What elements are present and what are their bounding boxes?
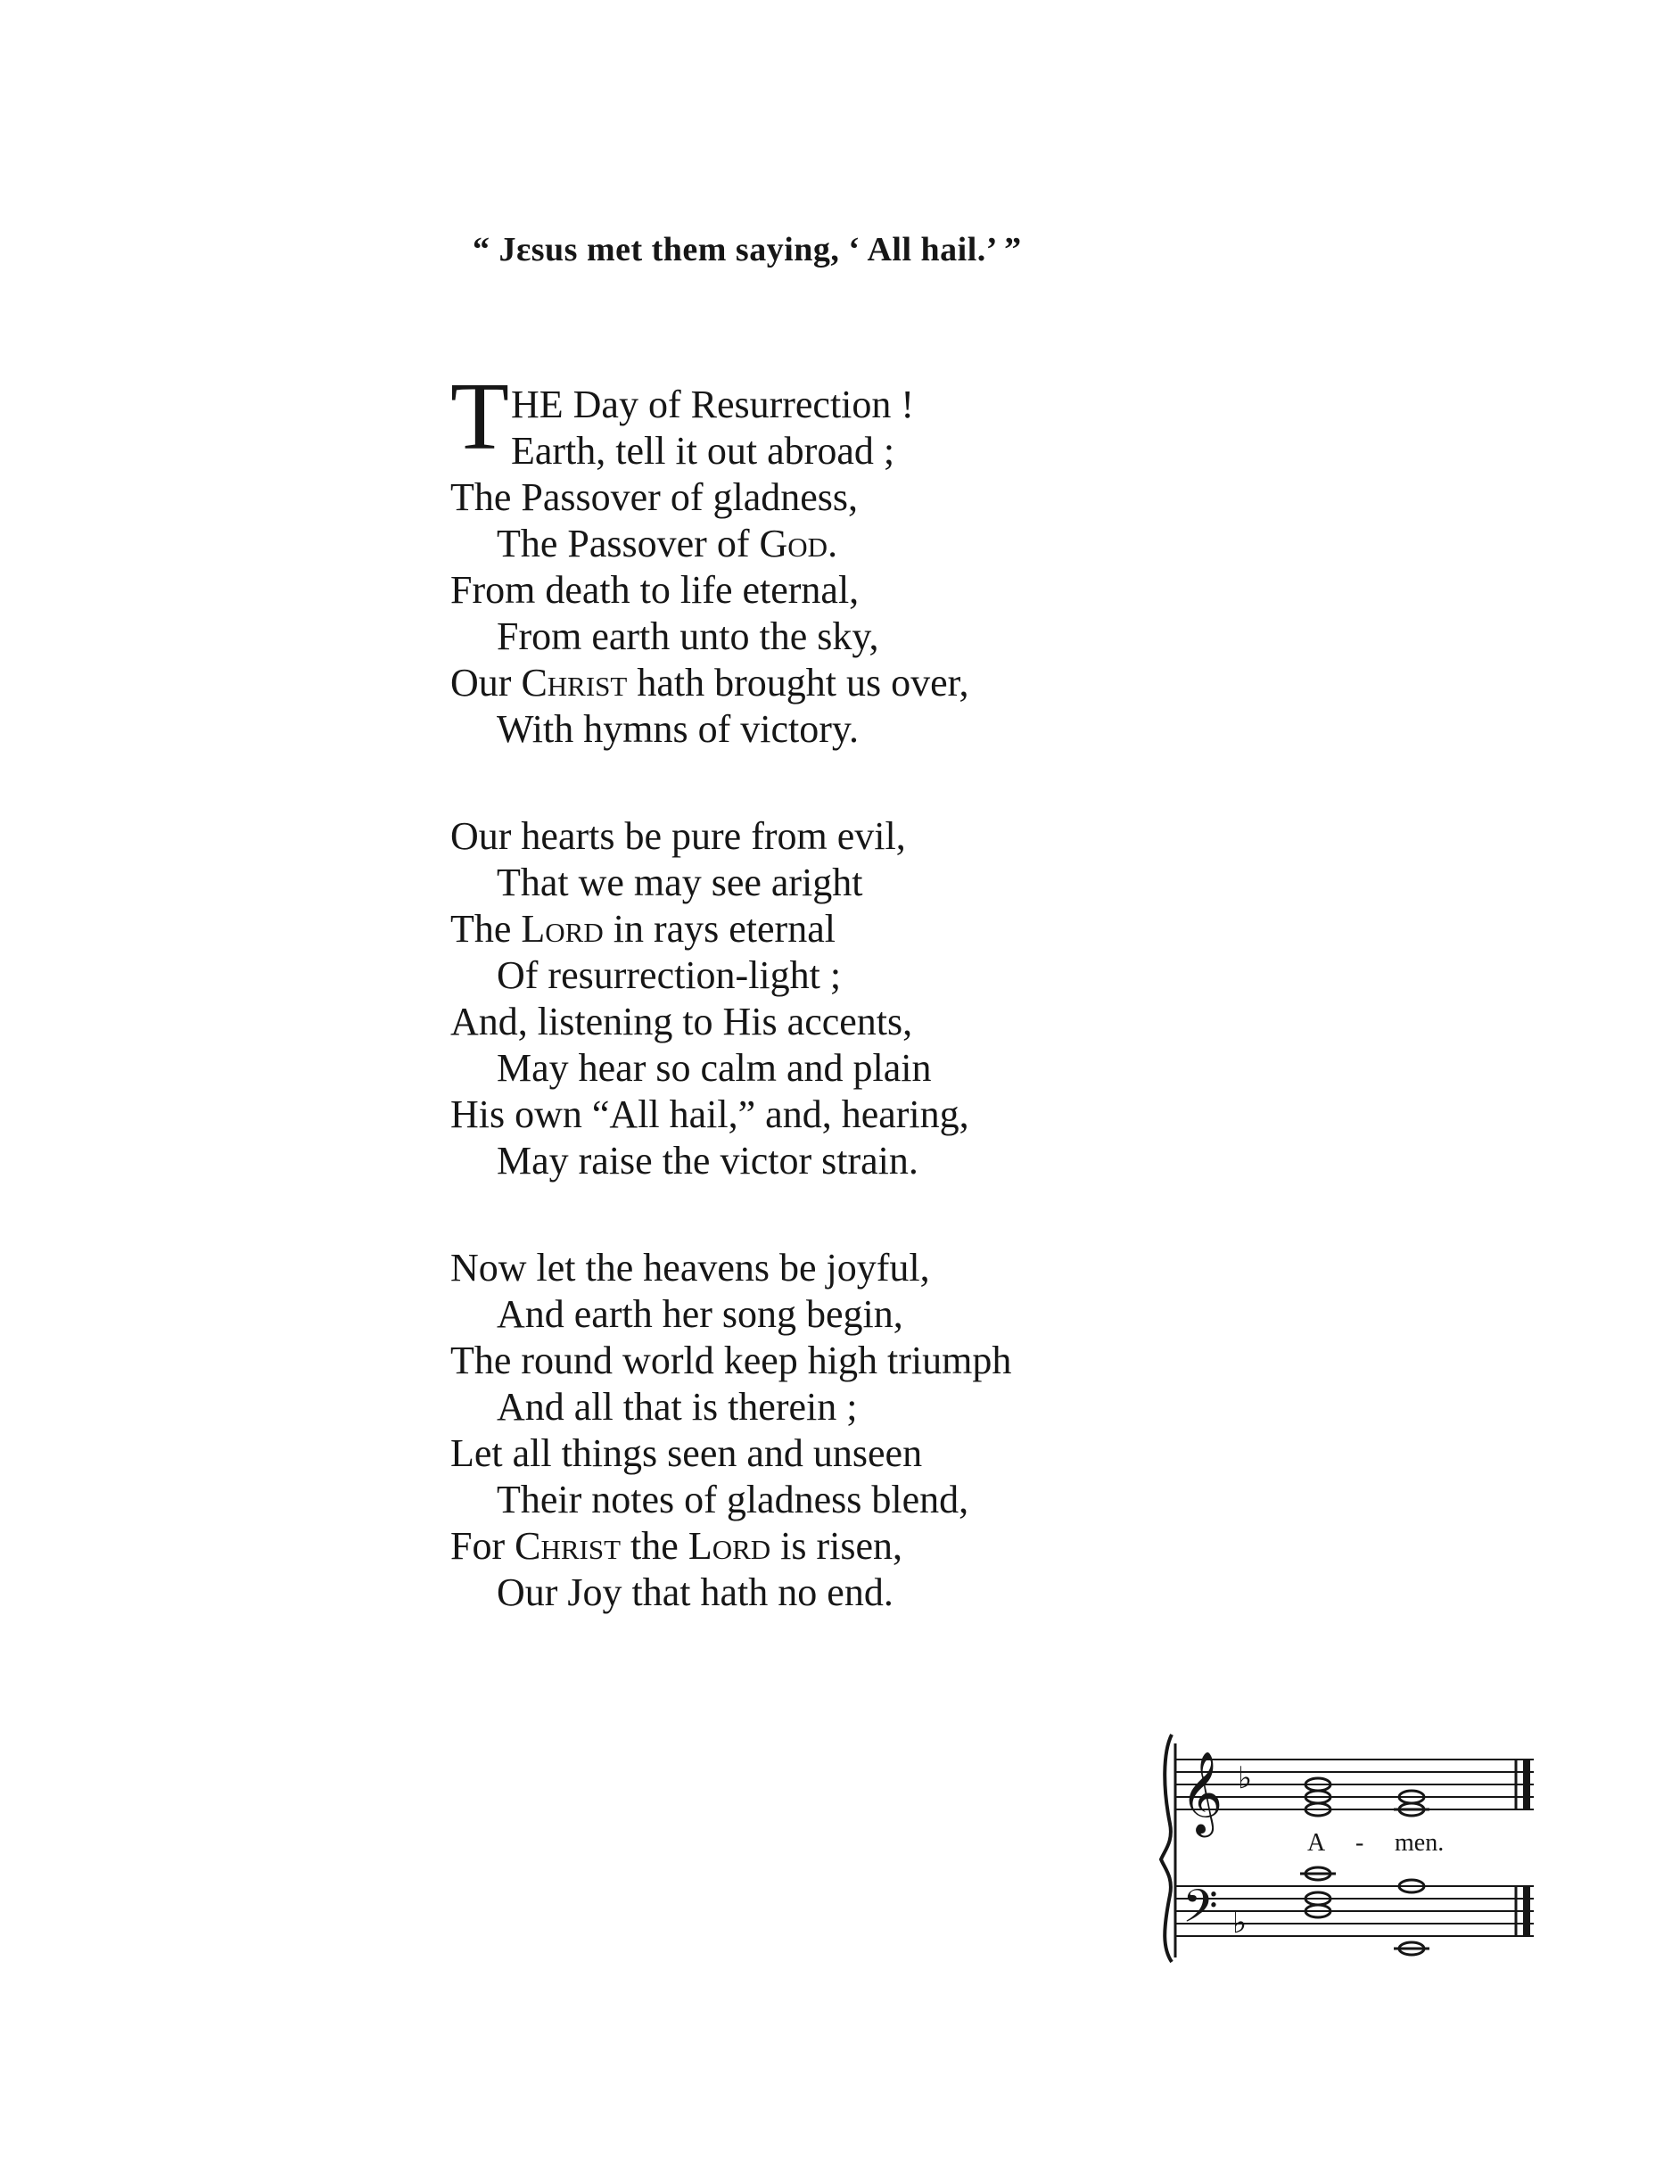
verse-line: And, listening to His accents, (450, 1000, 913, 1043)
drop-cap: T (450, 364, 509, 470)
verse-line: Now let the heavens be joyful, (450, 1246, 930, 1290)
small-caps-word: Christ (515, 1524, 622, 1568)
amen-score (1159, 1717, 1552, 1975)
verse-text: The (450, 907, 522, 951)
small-caps-word: God (759, 522, 828, 565)
stanza-3 (450, 1245, 1253, 1616)
amen-syllable: men. (1395, 1829, 1445, 1857)
epigraph: “ Jɛsus met them saying, ‘ All hail.’ ” (473, 231, 1022, 268)
small-caps-word: Lord (521, 907, 604, 951)
verse-line: Our hearts be pure from evil, (450, 814, 906, 858)
verse-line: Their notes of gladness blend, (497, 1478, 969, 1521)
treble-clef-icon: 𝄞 (1181, 1751, 1223, 1834)
verse-line (450, 521, 1253, 567)
bass-staff (1175, 1886, 1534, 1936)
verse-line: Of resurrection-light ; (497, 953, 842, 997)
verse-text: in rays eternal (603, 907, 836, 951)
verse-text: . (828, 522, 838, 565)
verse-line (450, 660, 1253, 706)
verse-line: From death to life eternal, (450, 568, 860, 612)
stanza-2 (450, 813, 1253, 1184)
verse-text: The Passover of (497, 522, 760, 565)
whole-note-chord (1394, 1791, 1429, 1816)
stanza-1 (450, 364, 1253, 753)
verse-line: Earth, tell it out abroad ; (510, 429, 895, 473)
verse-line: With hymns of victory. (497, 707, 859, 751)
verse-line: From earth unto the sky, (497, 614, 879, 658)
verse-line (450, 906, 1253, 952)
verse-line: May hear so calm and plain (497, 1046, 932, 1090)
verse-line: And all that is therein ; (497, 1385, 858, 1429)
verse-line: Our Joy that hath no end. (497, 1570, 894, 1614)
verse-line: His own “All hail,” and, hearing, (450, 1092, 969, 1136)
small-caps-word: Lord (688, 1524, 771, 1568)
hymn-text (450, 364, 1253, 1616)
opening-lines (450, 364, 1253, 474)
amen-hyphen: - (1355, 1829, 1364, 1857)
verse-line: That we may see aright (497, 861, 863, 904)
brace (1161, 1735, 1172, 1962)
small-caps-word: Christ (521, 661, 628, 705)
verse-text: the (621, 1524, 688, 1568)
treble-staff (1175, 1760, 1534, 1809)
whole-note-chord (1394, 1880, 1429, 1955)
verse-text: hath brought us over, (627, 661, 969, 705)
verse-line (450, 1523, 1253, 1570)
verse-line: The Passover of gladness, (450, 475, 859, 519)
verse-text: is risen, (770, 1524, 903, 1568)
final-barline (1516, 1760, 1527, 1936)
verse-text: Our (450, 661, 522, 705)
verse-line: May raise the victor strain. (497, 1139, 918, 1183)
verse-line: HE Day of Resurrection ! (510, 383, 915, 426)
flat-icon: ♭ (1232, 1905, 1248, 1941)
verse-text: For (450, 1524, 515, 1568)
verse-line: And earth her song begin, (497, 1292, 903, 1336)
whole-note-chord (1300, 1867, 1336, 1917)
verse-line: Let all things seen and unseen (450, 1431, 923, 1475)
amen-music-notation (1159, 1717, 1552, 1975)
flat-icon: ♭ (1238, 1760, 1253, 1796)
amen-syllable: A (1307, 1829, 1326, 1857)
verse-line: The round world keep high triumph (450, 1339, 1012, 1382)
bass-clef-icon: 𝄢 (1182, 1879, 1218, 1944)
